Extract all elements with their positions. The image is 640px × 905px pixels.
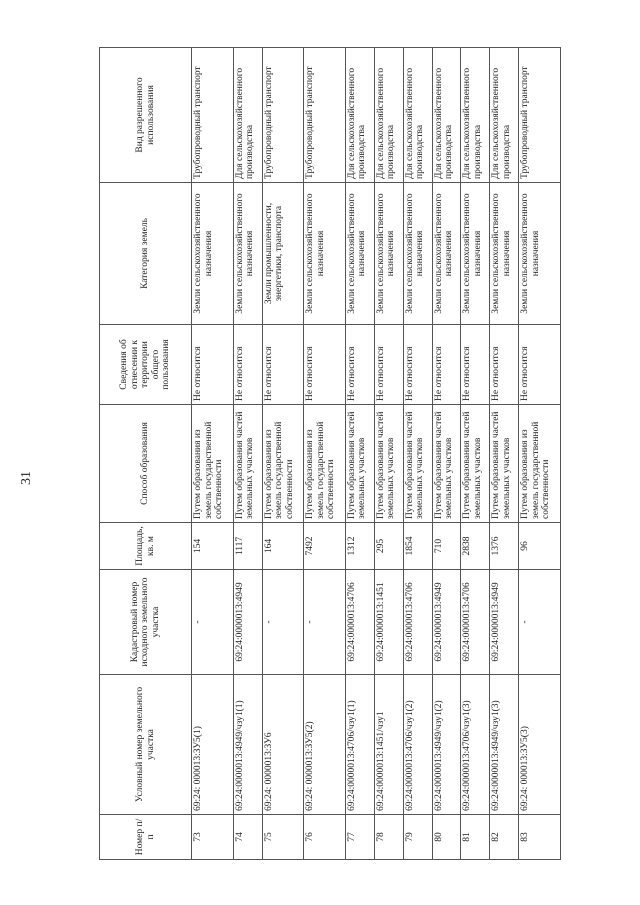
cell-conditional-number: 69:24:0000013:4706/чзу1(3)	[461, 675, 490, 815]
table-row	[233, 48, 262, 860]
cell-public-territory: Не относится	[519, 325, 561, 405]
cell-number: 79	[403, 815, 432, 860]
header-land-category: Категория земель	[100, 183, 192, 325]
cell-conditional-number: 69:24: 000013:ЗУ5(1)	[192, 675, 234, 815]
cell-public-territory: Не относится	[345, 325, 374, 405]
table-row	[461, 48, 490, 860]
cell-formation-method: Путем образования из земель государственной собственности	[519, 405, 561, 523]
cell-land-category: Земли сельскохозяйственного назначения	[519, 183, 561, 325]
cell-cadastral-number: 69:24:0000013:1451	[374, 570, 403, 675]
table-row	[490, 48, 519, 860]
table-row	[374, 48, 403, 860]
cell-area: 295	[374, 523, 403, 570]
cell-public-territory: Не относится	[432, 325, 461, 405]
cell-area: 96	[519, 523, 561, 570]
cell-area: 2838	[461, 523, 490, 570]
cell-permitted-use: Трубопроводный транспорт	[519, 48, 561, 183]
cell-public-territory: Не относится	[262, 325, 304, 405]
cell-permitted-use: Для сельскохозяйственного производства	[403, 48, 432, 183]
cell-area: 164	[262, 523, 304, 570]
cell-formation-method: Путем образования частей земельных участков	[461, 405, 490, 523]
cell-cadastral-number: 69:24:0000013:4706	[461, 570, 490, 675]
cell-land-category: Земли сельскохозяйственного назначения	[403, 183, 432, 325]
cell-cadastral-number: 69:24:0000013:4949	[233, 570, 262, 675]
cell-cadastral-number: -	[192, 570, 234, 675]
cell-permitted-use: Трубопроводный транспорт	[192, 48, 234, 183]
cell-land-category: Земли сельскохозяйственного назначения	[304, 183, 346, 325]
cell-public-territory: Не относится	[304, 325, 346, 405]
cell-cadastral-number: -	[262, 570, 304, 675]
cell-public-territory: Не относится	[192, 325, 234, 405]
table-row	[519, 48, 561, 860]
cell-number: 83	[519, 815, 561, 860]
cell-public-territory: Не относится	[490, 325, 519, 405]
cell-formation-method: Путем образования частей земельных участков	[345, 405, 374, 523]
cell-land-category: Земли сельскохозяйственного назначения	[461, 183, 490, 325]
cell-conditional-number: 69:24:0000013:1451/чзу1	[374, 675, 403, 815]
cell-cadastral-number: 69:24:0000013:4949	[490, 570, 519, 675]
table-row	[192, 48, 234, 860]
cell-permitted-use: Для сельскохозяйственного производства	[490, 48, 519, 183]
header-area: Площадь, кв. м	[100, 523, 192, 570]
table-row	[345, 48, 374, 860]
cell-number: 76	[304, 815, 346, 860]
header-public-territory: Сведения об отнесении к территории общего пользования	[100, 325, 192, 405]
header-permitted-use: Вид разрешенного использования	[100, 48, 192, 183]
cell-number: 78	[374, 815, 403, 860]
cell-number: 81	[461, 815, 490, 860]
cell-permitted-use: Для сельскохозяйственного производства	[432, 48, 461, 183]
cell-cadastral-number: 69:24:0000013:4706	[345, 570, 374, 675]
cell-permitted-use: Трубопроводный транспорт	[304, 48, 346, 183]
cell-public-territory: Не относится	[374, 325, 403, 405]
cell-conditional-number: 69:24:0000013:4706/чзу1(1)	[345, 675, 374, 815]
table-row	[403, 48, 432, 860]
cell-conditional-number: 69:24: 000013:ЗУ5(3)	[519, 675, 561, 815]
cell-cadastral-number: 69:24:0000013:4949	[432, 570, 461, 675]
cell-conditional-number: 69:24: 0000013:ЗУ6	[262, 675, 304, 815]
cell-land-category: Земли сельскохозяйственного назначения	[192, 183, 234, 325]
cell-area: 1312	[345, 523, 374, 570]
cell-permitted-use: Для сельскохозяйственного производства	[345, 48, 374, 183]
cell-conditional-number: 69:24:0000013:4949/чзу1(1)	[233, 675, 262, 815]
cell-area: 1376	[490, 523, 519, 570]
cell-land-category: Земли сельскохозяйственного назначения	[490, 183, 519, 325]
cell-land-category: Земли сельскохозяйственного назначения	[374, 183, 403, 325]
cell-conditional-number: 69:24:0000013:4949/чзу1(3)	[490, 675, 519, 815]
cell-area: 1854	[403, 523, 432, 570]
header-number: Номер п/п	[100, 815, 192, 860]
cell-public-territory: Не относится	[403, 325, 432, 405]
cell-number: 77	[345, 815, 374, 860]
cell-conditional-number: 69:24:0000013:4706/чзу1(2)	[403, 675, 432, 815]
header-cadastral-number: Кадастровый номер исходного земельного участка	[100, 570, 192, 675]
cell-formation-method: Путем образования частей земельных участков	[374, 405, 403, 523]
cell-permitted-use: Для сельскохозяйственного производства	[374, 48, 403, 183]
cell-cadastral-number: 69:24:0000013:4706	[403, 570, 432, 675]
cell-public-territory: Не относится	[233, 325, 262, 405]
cell-conditional-number: 69:24: 0000013:ЗУ5(2)	[304, 675, 346, 815]
cell-public-territory: Не относится	[461, 325, 490, 405]
cell-number: 74	[233, 815, 262, 860]
cell-area: 1117	[233, 523, 262, 570]
cell-land-category: Земли сельскохозяйственного назначения	[233, 183, 262, 325]
cell-area: 7492	[304, 523, 346, 570]
cell-permitted-use: Для сельскохозяйственного производства	[233, 48, 262, 183]
cell-number: 73	[192, 815, 234, 860]
cell-formation-method: Путем образования частей земельных участков	[403, 405, 432, 523]
table-row	[262, 48, 304, 860]
cell-formation-method: Путем образования из земель государственной собственности	[262, 405, 304, 523]
cell-area: 710	[432, 523, 461, 570]
cell-cadastral-number: -	[304, 570, 346, 675]
table-row	[432, 48, 461, 860]
header-formation-method: Способ образования	[100, 405, 192, 523]
cell-land-category: Земли сельскохозяйственного назначения	[345, 183, 374, 325]
table-header-row	[100, 48, 192, 860]
header-conditional-number: Условный номер земельного участка	[100, 675, 192, 815]
cell-formation-method: Путем образования частей земельных участков	[490, 405, 519, 523]
page-number: 31	[19, 471, 34, 485]
table-row	[304, 48, 346, 860]
cell-number: 75	[262, 815, 304, 860]
cell-permitted-use: Трубопроводный транспорт	[262, 48, 304, 183]
cell-land-category: Земли сельскохозяйственного назначения	[432, 183, 461, 325]
cell-area: 154	[192, 523, 234, 570]
cell-formation-method: Путем образования из земель государственной собственности	[304, 405, 346, 523]
cell-number: 80	[432, 815, 461, 860]
cell-cadastral-number: -	[519, 570, 561, 675]
rotated-table-container	[99, 48, 561, 860]
cell-conditional-number: 69:24:0000013:4949/чзу1(2)	[432, 675, 461, 815]
cell-formation-method: Путем образования частей земельных участков	[233, 405, 262, 523]
cell-land-category: Земли промышленности, энергетики, транспорта	[262, 183, 304, 325]
cell-formation-method: Путем образования частей земельных участков	[432, 405, 461, 523]
land-plots-table	[99, 47, 561, 860]
cell-permitted-use: Для сельскохозяйственного производства	[461, 48, 490, 183]
cell-formation-method: Путем образования из земель государственной собственности	[192, 405, 234, 523]
cell-number: 82	[490, 815, 519, 860]
